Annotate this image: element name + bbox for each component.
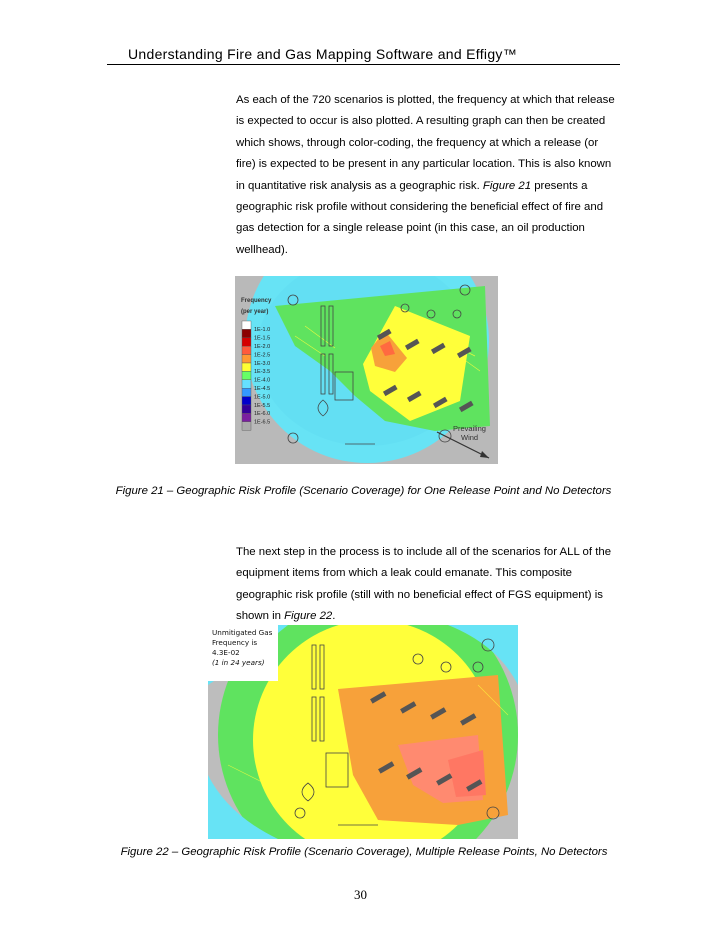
legend-label: 1E-3.0 xyxy=(254,360,271,367)
figure-21-caption: Figure 21 – Geographic Risk Profile (Scenario Coverage) for One Release Point and No Detectors xyxy=(115,485,612,497)
legend-label: 1E-5.0 xyxy=(254,394,271,401)
figure-21-map xyxy=(235,276,498,464)
wind-label-prevailing: Prevailing xyxy=(453,424,486,433)
legend-label: 1E-4.5 xyxy=(254,386,271,392)
header-rule xyxy=(107,64,620,65)
legend-swatch xyxy=(242,397,251,405)
paragraph-1-text-a: As each of the 720 scenarios is plotted, the frequency at which that release is expected to occur is also plotted. A resulting graph can then be created which shows, through color-coding, the frequency at which a release (or fire) is expected to be present in any particular location. This is also known in quantitative risk analysis as a geographic risk. xyxy=(236,94,615,192)
legend-swatch xyxy=(242,321,251,329)
legend-swatch xyxy=(242,405,251,413)
paragraph-2-text-a: The next step in the process is to include all of the scenarios for ALL of the equipment items from which a leak could emanate. This composite geographic risk profile (still with no beneficial effect of FGS equipment) is shown in xyxy=(236,546,612,623)
figure-22-caption: Figure 22 – Geographic Risk Profile (Scenario Coverage), Multiple Release Points, No Detectors xyxy=(120,846,608,858)
legend-swatch xyxy=(242,329,251,337)
legend-label: 1E-4.0 xyxy=(254,377,271,384)
legend-swatch xyxy=(242,355,251,363)
note-line-2: Frequency is xyxy=(212,638,258,647)
legend-swatch xyxy=(242,346,251,354)
legend-label: 1E-1.5 xyxy=(254,335,271,342)
legend-label: 1E-6.5 xyxy=(254,419,271,426)
legend-swatch xyxy=(242,380,251,388)
note-line-1: Unmitigated Gas xyxy=(212,628,273,637)
legend-swatch xyxy=(242,363,251,371)
legend-label: 1E-2.5 xyxy=(254,352,271,359)
figure-22-reference[interactable]: Figure 22 xyxy=(284,610,333,623)
legend-label: 1E-2.0 xyxy=(254,344,271,350)
figure-22-image xyxy=(208,625,518,839)
legend-label: 1E-3.5 xyxy=(254,369,271,376)
figure-22-map xyxy=(208,625,518,839)
legend-title-per-year: (per year) xyxy=(241,309,269,315)
note-line-3: 4.3E-02 xyxy=(212,648,240,657)
figure-21-image xyxy=(235,276,498,464)
legend-swatch xyxy=(242,371,251,379)
legend-swatch xyxy=(242,413,251,421)
running-header: Understanding Fire and Gas Mapping Software and Effigy™ xyxy=(128,46,518,62)
paragraph-1-text-b: presents a geographic risk profile without considering the beneficial effect of fire and gas detection for a single release point (in this case, an oil production wellhead). xyxy=(236,179,604,256)
legend-label: 1E-5.5 xyxy=(254,402,271,409)
figure-21-reference[interactable]: Figure 21 xyxy=(482,179,532,192)
note-line-4: (1 in 24 years) xyxy=(212,658,265,667)
legend-swatch xyxy=(242,388,251,396)
paragraph-1 xyxy=(236,90,620,261)
legend-label: 1E-6.0 xyxy=(254,411,271,418)
page-number: 30 xyxy=(354,887,367,902)
paragraph-2-text-b: . xyxy=(332,610,336,623)
wind-label-wind: Wind xyxy=(461,433,479,442)
legend-label: 1E-1.0 xyxy=(254,327,271,334)
legend-swatch xyxy=(242,338,251,346)
legend-swatch xyxy=(242,422,251,430)
legend-title-frequency: Frequency xyxy=(241,298,272,304)
paragraph-2 xyxy=(236,542,620,628)
